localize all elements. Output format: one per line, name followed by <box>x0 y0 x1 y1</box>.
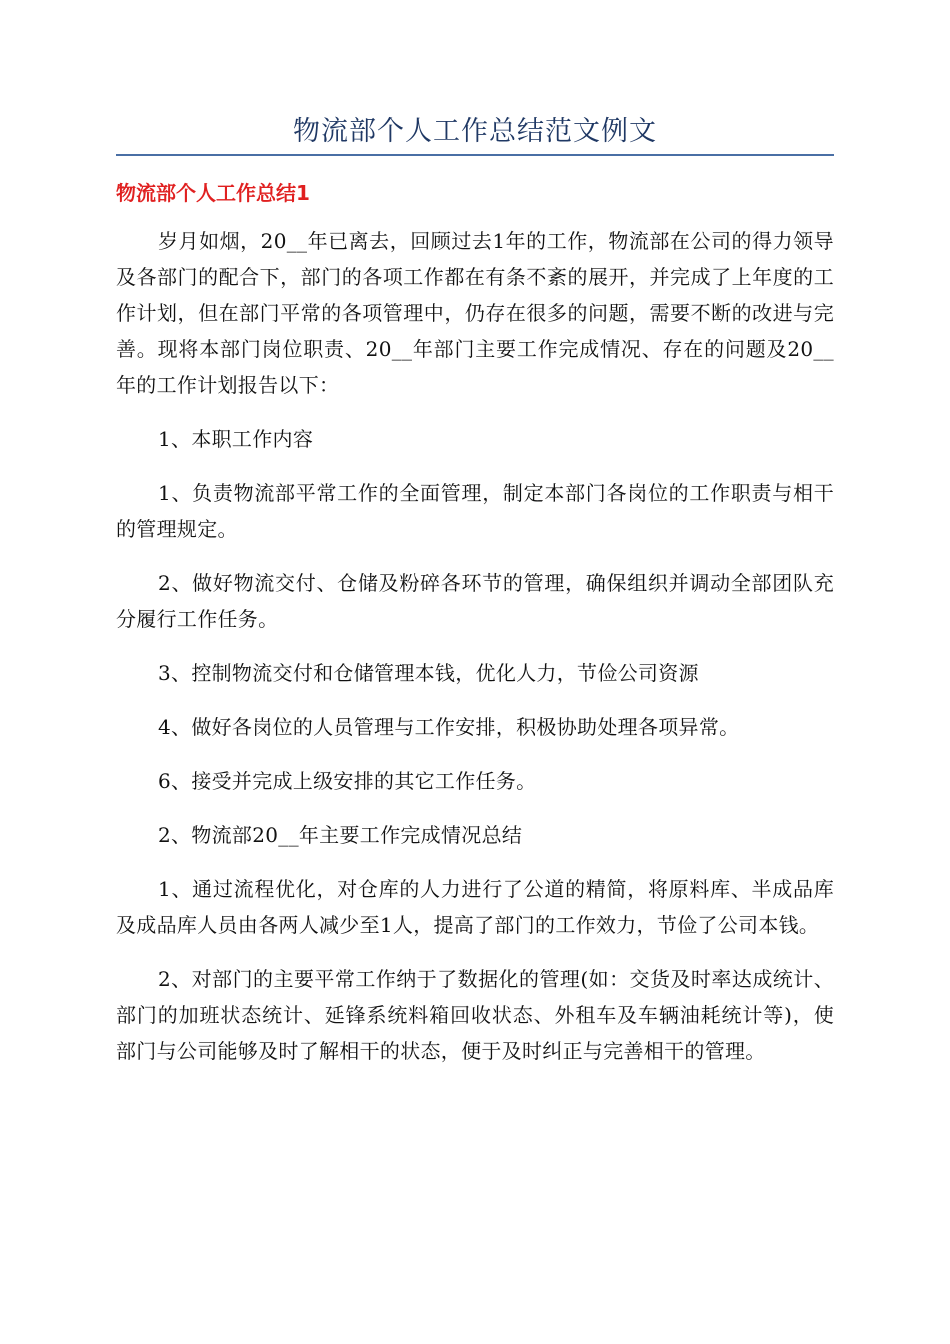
paragraph-subheading-summary: 2、物流部20__年主要工作完成情况总结 <box>158 823 523 847</box>
paragraph-intro: 岁月如烟，20__年已离去，回顾过去1年的工作，物流部在公司的得力领导及各部门的配合下，部门的各项工作都在有条不紊的展开，并完成了上年度的工作计划，但在部门平常的各项管理中，仍存在很多的问题，需要不断的改进与完善。现将本部门岗位职责、20__年部门主要工作完成情况、存在的问题及20__年的工作计划报告以下： <box>116 229 834 397</box>
paragraph-duty-6: 6、接受并完成上级安排的其它工作任务。 <box>158 769 537 793</box>
paragraph-duty-2: 2、做好物流交付、仓储及粉碎各环节的管理，确保组织并调动全部团队充分履行工作任务。 <box>116 571 834 631</box>
document-body <box>116 223 834 1087</box>
page-title: 物流部个人工作总结范文例文 <box>293 116 657 147</box>
title-divider <box>116 154 834 156</box>
paragraph-summary-2: 2、对部门的主要平常工作纳于了数据化的管理(如：交货及时率达成统计、部门的加班状态统计、延锋系统料箱回收状态、外租车及车辆油耗统计等)，使部门与公司能够及时了解相干的状态，便于及时纠正与完善相干的管理。 <box>116 967 834 1063</box>
paragraph-duty-1: 1、负责物流部平常工作的全面管理，制定本部门各岗位的工作职责与相干的管理规定。 <box>116 481 834 541</box>
paragraph-summary-1: 1、通过流程优化，对仓库的人力进行了公道的精简，将原料库、半成品库及成品库人员由各两人减少至1人，提高了部门的工作效力，节俭了公司本钱。 <box>116 877 834 937</box>
paragraph-duty-4: 4、做好各岗位的人员管理与工作安排，积极协助处理各项异常。 <box>158 715 740 739</box>
paragraph-subheading-duties: 1、本职工作内容 <box>158 427 314 451</box>
section-heading: 物流部个人工作总结1 <box>116 181 310 205</box>
paragraph-duty-3: 3、控制物流交付和仓储管理本钱，优化人力，节俭公司资源 <box>158 661 699 685</box>
